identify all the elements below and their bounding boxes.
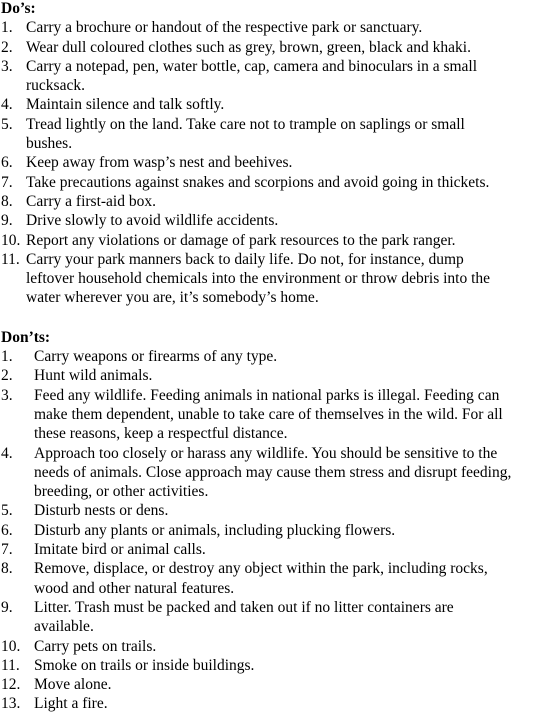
item-number: 13. — [1, 695, 21, 713]
list-item — [1, 347, 548, 366]
item-number: 4. — [1, 444, 13, 462]
item-text: Report any violations or damage of park resources to the park ranger. — [26, 231, 456, 249]
item-number: 10. — [1, 637, 21, 655]
item-number: 1. — [1, 19, 13, 37]
list-item — [1, 366, 548, 385]
list-item — [1, 231, 548, 250]
list-item — [1, 57, 548, 96]
donts-heading: Don’ts: — [1, 328, 51, 346]
list-item — [1, 211, 548, 230]
list-item — [1, 192, 548, 211]
item-number: 9. — [1, 598, 13, 616]
list-item — [1, 250, 548, 308]
list-item — [1, 521, 548, 540]
list-item — [1, 18, 548, 37]
item-number: 7. — [1, 541, 13, 559]
item-number: 1. — [1, 348, 13, 366]
item-text: Smoke on trails or inside buildings. — [34, 656, 255, 674]
list-item — [1, 95, 548, 114]
item-text: Drive slowly to avoid wildlife accidents. — [26, 212, 279, 230]
list-item — [1, 540, 548, 559]
item-number: 4. — [1, 96, 13, 114]
item-number: 2. — [1, 367, 13, 385]
item-number: 11. — [1, 250, 20, 268]
item-text: Light a fire. — [34, 695, 108, 713]
item-text: Carry a brochure or handout of the respective park or sanctuary. — [26, 19, 423, 37]
item-number: 3. — [1, 386, 13, 404]
list-item — [1, 38, 548, 57]
item-number: 5. — [1, 115, 13, 133]
item-text: Litter. Trash must be packed and taken out if no litter containers are available. — [34, 598, 454, 636]
dos-list — [1, 18, 548, 307]
item-text: Carry a first-aid box. — [26, 192, 156, 210]
item-text: Tread lightly on the land. Take care not to trample on saplings or small bushes. — [26, 115, 465, 153]
list-item — [1, 386, 548, 444]
item-text: Keep away from wasp’s nest and beehives. — [26, 154, 293, 172]
item-number: 6. — [1, 521, 13, 539]
item-number: 10. — [1, 231, 21, 249]
list-item — [1, 694, 548, 713]
item-text: Take precautions against snakes and scorpions and avoid going in thickets. — [26, 173, 490, 191]
item-text: Maintain silence and talk softly. — [26, 96, 225, 114]
item-text: Move alone. — [34, 676, 112, 694]
item-text: Carry weapons or firearms of any type. — [34, 348, 278, 366]
item-text: Carry your park manners back to daily life. Do not, for instance, dump leftover household chemicals into the environment or throw debris into the water wherever you are, it’s somebody’s home. — [26, 250, 491, 307]
item-number: 7. — [1, 173, 13, 191]
list-item — [1, 559, 548, 598]
item-text: Wear dull coloured clothes such as grey, brown, green, black and khaki. — [26, 38, 471, 56]
list-item — [1, 173, 548, 192]
list-item — [1, 153, 548, 172]
item-number: 9. — [1, 212, 13, 230]
list-item — [1, 598, 548, 637]
item-text: Remove, displace, or destroy any object within the park, including rocks, wood and other natural features. — [34, 560, 488, 597]
item-number: 12. — [1, 676, 21, 694]
list-item — [1, 115, 548, 154]
donts-list — [1, 347, 548, 714]
item-text: Disturb nests or dens. — [34, 502, 169, 520]
item-number: 8. — [1, 192, 13, 210]
item-text: Carry pets on trails. — [34, 637, 157, 655]
item-number: 2. — [1, 38, 13, 56]
item-number: 6. — [1, 154, 13, 172]
item-number: 8. — [1, 560, 13, 578]
item-text: Feed any wildlife. Feeding animals in national parks is illegal. Feeding can make them dependent, unable to take care of themselves in the wild. For all these reasons, keep a respectful distance. — [34, 386, 503, 443]
list-item — [1, 656, 548, 675]
item-text: Carry a notepad, pen, water bottle, cap, camera and binoculars in a small rucksack. — [26, 57, 478, 95]
item-number: 11. — [1, 656, 20, 674]
dos-heading: Do’s: — [1, 0, 36, 17]
list-item — [1, 444, 548, 502]
list-item — [1, 501, 548, 520]
item-text: Approach too closely or harass any wildlife. You should be sensitive to the needs of animals. Close approach may cause them stress and disrupt feeding, breeding, or other activities. — [34, 444, 512, 501]
list-item — [1, 637, 548, 656]
list-item — [1, 675, 548, 694]
item-number: 3. — [1, 57, 13, 75]
item-text: Imitate bird or animal calls. — [34, 541, 206, 559]
item-text: Disturb any plants or animals, including plucking flowers. — [34, 521, 396, 539]
item-number: 5. — [1, 502, 13, 520]
item-text: Hunt wild animals. — [34, 367, 153, 385]
